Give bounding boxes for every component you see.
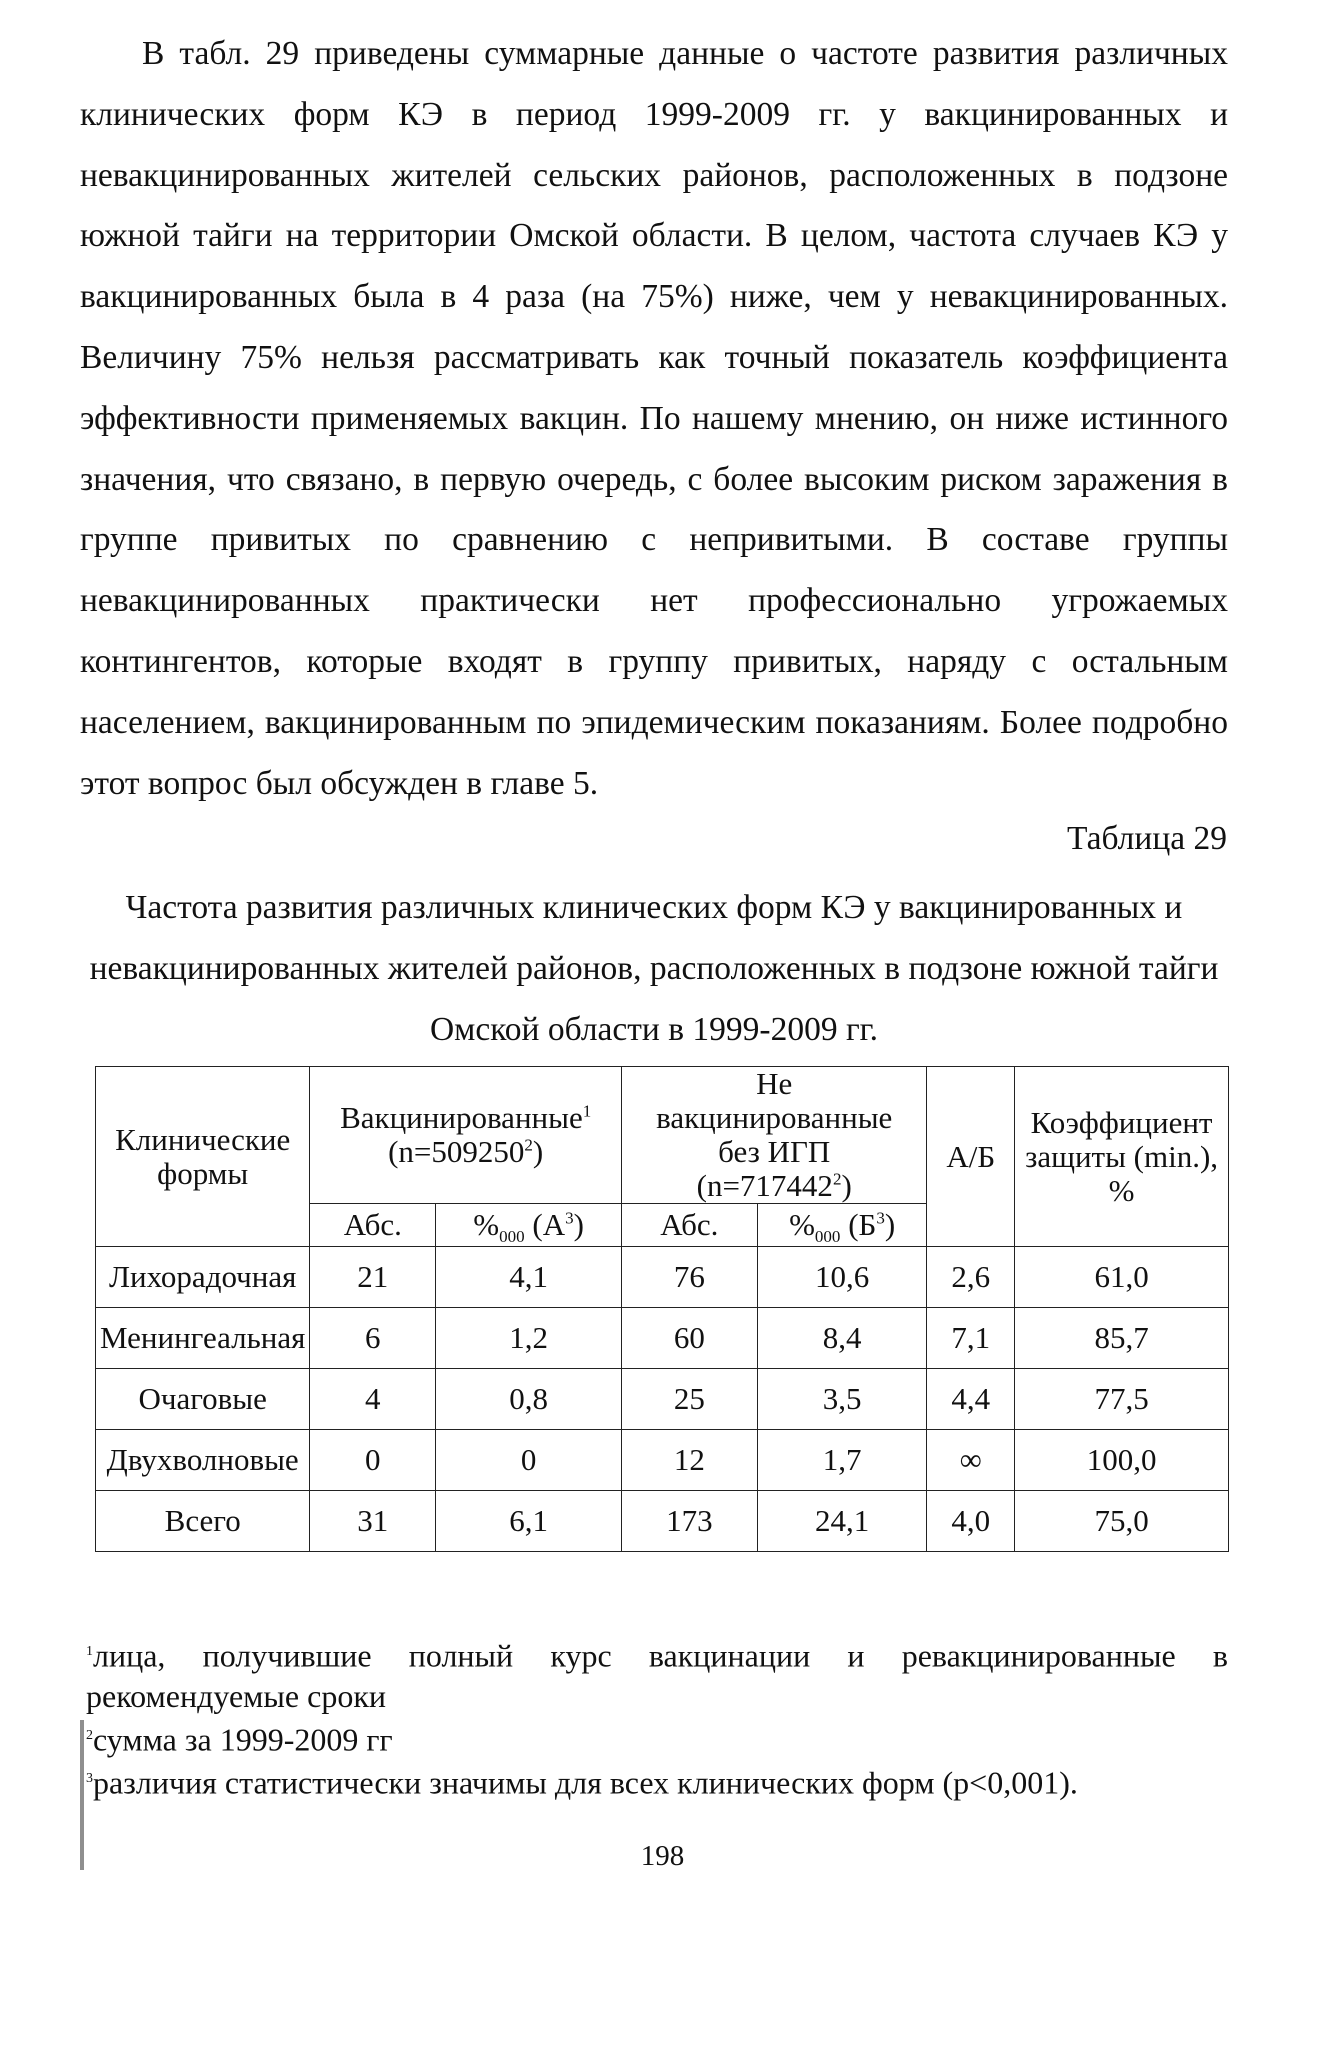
footnotes: [86, 1632, 1228, 1803]
footnote-mark-2: 2: [524, 1135, 533, 1155]
row-coef: 85,7: [1015, 1308, 1229, 1369]
rate-sign: %: [473, 1207, 500, 1242]
row-unvacc-rate: 3,5: [757, 1369, 927, 1430]
row-vacc-abs: 0: [310, 1430, 436, 1491]
row-coef: 75,0: [1015, 1491, 1229, 1552]
rate-a: (А: [532, 1207, 566, 1242]
row-form: Лихорадочная: [96, 1247, 310, 1308]
row-unvacc-abs: 12: [621, 1430, 757, 1491]
header-unvaccinated: Не вакцинированные без ИГП $(n=717442^2)$: [621, 1067, 927, 1204]
footnote-3-mark: 3: [86, 1771, 93, 1787]
row-unvacc-rate: 1,7: [757, 1430, 927, 1491]
subheader-unvacc-rate: $\%_{000}$ $(Б^3)$: [757, 1204, 927, 1247]
body-paragraph: [80, 24, 1228, 814]
footnote-1: [86, 1632, 1228, 1676]
header-vaccinated-label: Вакцинированные: [340, 1100, 583, 1135]
table-number: Таблица 29: [1066, 820, 1227, 857]
row-unvacc-rate: 10,6: [757, 1247, 927, 1308]
row-unvacc-abs: 76: [621, 1247, 757, 1308]
footnote-2-mark: 2: [86, 1727, 93, 1743]
row-vacc-abs: 4: [310, 1369, 436, 1430]
row-ratio: 4,4: [927, 1369, 1015, 1430]
footnote-mark-3: 3: [565, 1208, 574, 1228]
row-vacc-rate: 4,1: [436, 1247, 622, 1308]
table-row: [96, 1369, 1229, 1430]
row-ratio: ∞: [927, 1430, 1015, 1491]
row-unvacc-abs: 173: [621, 1491, 757, 1552]
rate-sub: 000: [499, 1227, 525, 1247]
frequency-table: [95, 1066, 1229, 1552]
row-form: Двухволновые: [96, 1430, 310, 1491]
footnote-2: [86, 1716, 1228, 1760]
header-vaccinated: Вакцинированные$^1$ $(n=509250^2)$: [310, 1067, 622, 1204]
footnote-mark-1: 1: [582, 1101, 592, 1121]
row-ratio: 4,0: [927, 1491, 1015, 1552]
row-vacc-abs: 31: [310, 1491, 436, 1552]
subheader-unvacc-abs: [621, 1204, 757, 1247]
table-caption: Частота развития различных клинических форм КЭ у вакцинированных и невакцинированных жителей районов, расположенных в подзоне южной тайги Омской области в 1999-2009 гг.: [89, 889, 1219, 1048]
footnote-1-mark: 1: [86, 1644, 93, 1659]
table-row: [96, 1247, 1229, 1308]
rate-b: (Б: [848, 1207, 877, 1242]
row-unvacc-rate: 24,1: [757, 1491, 927, 1552]
footnote-1-cont: [86, 1676, 1228, 1716]
row-form: Всего: [96, 1491, 310, 1552]
table-row: [96, 1308, 1229, 1369]
subheader-vacc-abs-label: Абс.: [343, 1207, 402, 1242]
header-unvaccinated-n: (n=717442: [696, 1168, 833, 1203]
header-ratio: [927, 1067, 1015, 1247]
footnote-mark-2b: 2: [832, 1169, 842, 1189]
body-paragraph-text: В табл. 29 приведены суммарные данные о частоте развития различных клинических форм КЭ в период 1999-2009 гг. у вакцинированных и невакцинированных жителей сельских районов, расположенных в подзоне южной тайги на территории Омской области. В целом, частота случаев КЭ у вакцинированных была в 4 раза (на 75%) ниже, чем у невакцинированных. Величину 75% нельзя рассматривать как точный показатель коэффициента эффективности применяемых вакцин. По нашему мнению, он ниже истинного значения, что связано, в первую очередь, с более высоким риском заражения в группе привитых по сравнению с непривитыми. В составе группы невакцинированных практически нет профессионально угрожаемых контингентов, которые входят в группу привитых, наряду с остальным населением, вакцинированным по эпидемическим показаниям. Более подробно этот вопрос был обсужден в главе 5.: [80, 35, 1228, 802]
footnote-2-text: сумма за 1999-2009 гг: [93, 1721, 393, 1758]
rate-sign-b: %: [789, 1207, 815, 1242]
row-coef: 77,5: [1015, 1369, 1229, 1430]
table-row: [96, 1430, 1229, 1491]
footnote-3-text: различия статистически значимы для всех клинических форм (р<0,001).: [93, 1764, 1078, 1801]
subheader-unvacc-abs-label: Абс.: [660, 1207, 719, 1242]
header-unvaccinated-line3: без ИГП: [718, 1134, 831, 1169]
footnote-1-line1: лица, получившие полный курс вакцинации и ревакцинированные в: [93, 1637, 1228, 1674]
rate-sub-b: 000: [814, 1227, 841, 1247]
row-ratio: 7,1: [927, 1308, 1015, 1369]
subheader-vacc-abs: [310, 1204, 436, 1247]
page-number: 198: [640, 1840, 685, 1872]
header-forms: [96, 1067, 310, 1247]
header-unvaccinated-line2: вакцинированные: [656, 1100, 893, 1135]
row-form: Очаговые: [96, 1369, 310, 1430]
row-ratio: 2,6: [927, 1247, 1015, 1308]
row-form: Менингеальная: [96, 1308, 310, 1369]
header-vaccinated-n: (n=509250: [388, 1134, 525, 1169]
row-unvacc-rate: 8,4: [757, 1308, 927, 1369]
header-coefficient-label: Коэффициент защиты (min.), %: [1025, 1104, 1219, 1208]
header-forms-label: Клинические формы: [115, 1121, 291, 1191]
row-unvacc-abs: 60: [621, 1308, 757, 1369]
table-header-row: [96, 1067, 1229, 1204]
row-coef: 61,0: [1015, 1247, 1229, 1308]
row-unvacc-abs: 25: [621, 1369, 757, 1430]
footnote-1-line2: рекомендуемые сроки: [86, 1677, 386, 1714]
row-vacc-rate: 0,8: [436, 1369, 622, 1430]
footnote-mark-3b: 3: [876, 1208, 885, 1228]
header-coefficient: [1015, 1067, 1229, 1247]
header-unvaccinated-line1: Не: [756, 1066, 793, 1101]
row-coef: 100,0: [1015, 1430, 1229, 1491]
row-vacc-abs: 6: [310, 1308, 436, 1369]
row-vacc-abs: 21: [310, 1247, 436, 1308]
header-ratio-label: А/Б: [946, 1138, 996, 1174]
row-vacc-rate: 0: [436, 1430, 622, 1491]
footnote-3: [86, 1759, 1228, 1803]
table-row: [96, 1491, 1229, 1552]
row-vacc-rate: 6,1: [436, 1491, 622, 1552]
subheader-vacc-rate: $\%_{000}$ $(А^3)$: [436, 1204, 622, 1247]
row-vacc-rate: 1,2: [436, 1308, 622, 1369]
